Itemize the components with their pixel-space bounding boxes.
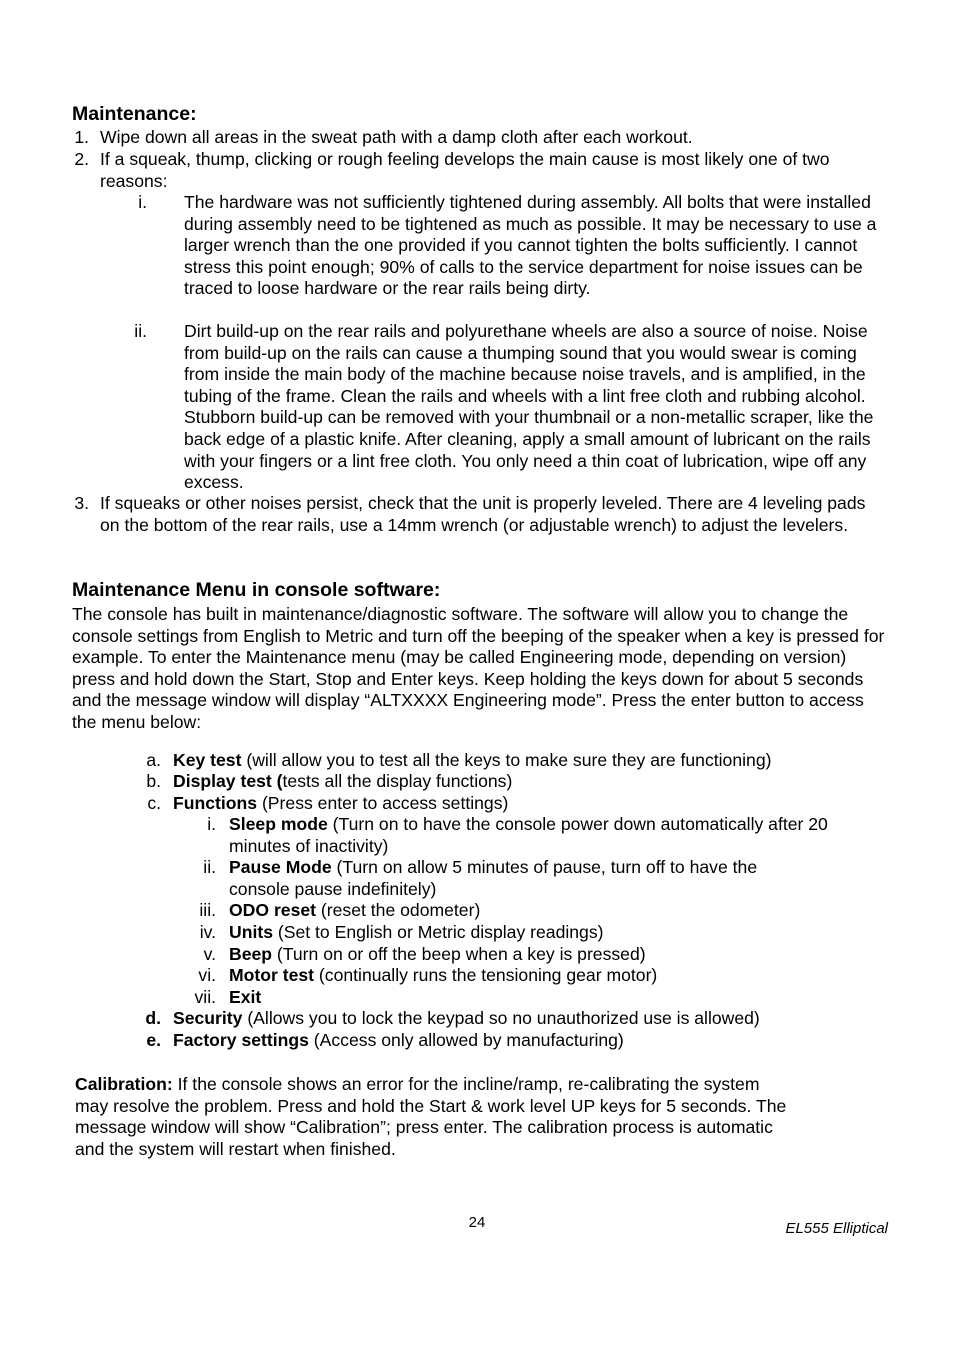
calibration-label: Calibration: <box>75 1074 173 1094</box>
list-item: If a squeak, thump, clicking or rough feeling develops the main cause is most likely one of two reasons: <box>100 149 830 191</box>
list-number: i. <box>138 192 147 212</box>
list-number: vii. <box>194 987 216 1007</box>
list-item: Units (Set to English or Metric display readings) <box>229 922 604 942</box>
list-number: ii. <box>134 321 147 341</box>
list-item: Functions (Press enter to access settings) <box>173 793 509 813</box>
list-item: Pause Mode (Turn on allow 5 minutes of pause, turn off to have the console pause indefinitely) <box>229 857 758 899</box>
list-item: Dirt build-up on the rear rails and polyurethane wheels are also a source of noise. Noise from build-up on the rails can cause a thumping sound that you would swear is coming from inside the main body of the machine because noise travels, and is amplified, in the tubing of the frame. Clean the rails and wheels with a lint free cloth and rubbing alcohol. Stubborn build-up can be removed with your thumbnail or a non-metallic scraper, like the back edge of a plastic knife. After cleaning, apply a small amount of lubricant on the rails with your fingers or a lint free cloth. You only need a thin coat of lubrication, wipe off any excess. <box>184 321 874 493</box>
list-number: ii. <box>203 857 216 877</box>
list-item: The hardware was not sufficiently tightened during assembly. All bolts that were installed during assembly need to be tightened as much as possible. It may be necessary to use a larger wrench than the one provided if you cannot tighten the bolts sufficiently. I cannot stress this point enough; 90% of calls to the service department for noise issues can be traced to loose hardware or the rear rails being dirty. <box>184 192 877 299</box>
list-item: ODO reset (reset the odometer) <box>229 900 481 920</box>
list-item: Display test (tests all the display functions) <box>173 771 513 791</box>
list-item: Factory settings (Access only allowed by manufacturing) <box>173 1030 624 1050</box>
list-number: c. <box>147 793 161 813</box>
list-number: 1. <box>74 127 89 147</box>
calibration-paragraph: Calibration: If the console shows an error for the incline/ramp, re-calibrating the system may resolve the problem. Press and hold the Start & work level UP keys for 5 seconds. The message window will show “Calibration”; press enter. The calibration process is automatic and the system will restart when finished. <box>75 1074 787 1159</box>
list-item: Key test (will allow you to test all the keys to make sure they are functioning) <box>173 750 772 770</box>
list-number: iv. <box>199 922 216 942</box>
list-number: a. <box>146 750 161 770</box>
list-item: Exit <box>229 987 262 1007</box>
list-number: 3. <box>74 493 89 513</box>
list-item: If squeaks or other noises persist, check that the unit is properly leveled. There are 4 leveling pads on the bottom of the rear rails, use a 14mm wrench (or adjustable wrench) to adjust the levelers. <box>100 493 866 535</box>
list-number: vi. <box>198 965 216 985</box>
page-number: 24 <box>468 1214 486 1231</box>
list-number: e. <box>146 1030 161 1050</box>
list-number: d. <box>145 1008 161 1028</box>
list-item: Sleep mode (Turn on to have the console power down automatically after 20 minutes of inactivity) <box>229 814 828 856</box>
list-item: Beep (Turn on or off the beep when a key is pressed) <box>229 944 646 964</box>
list-number: b. <box>146 771 161 791</box>
list-number: v. <box>203 944 216 964</box>
list-number: i. <box>207 814 216 834</box>
menu-heading: Maintenance Menu in console software: <box>72 579 441 601</box>
list-number: iii. <box>199 900 216 920</box>
menu-intro: The console has built in maintenance/diagnostic software. The software will allow you to change the console settings from English to Metric and turn off the beeping of the speaker when a key is pressed for example. To enter the Maintenance menu (may be called Engineering mode, depending on version) press and hold down the Start, Stop and Enter keys. Keep holding the keys down for about 5 seconds and the message window will display “ALTXXXX Engineering mode”. Press the enter button to access the menu below: <box>72 604 885 732</box>
maintenance-heading: Maintenance: <box>72 103 197 125</box>
list-item: Wipe down all areas in the sweat path with a damp cloth after each workout. <box>100 127 693 147</box>
list-number: 2. <box>74 149 89 169</box>
list-item: Security (Allows you to lock the keypad so no unauthorized use is allowed) <box>173 1008 760 1028</box>
model-name: EL555 Elliptical <box>785 1220 888 1237</box>
list-item: Motor test (continually runs the tensioning gear motor) <box>229 965 658 985</box>
